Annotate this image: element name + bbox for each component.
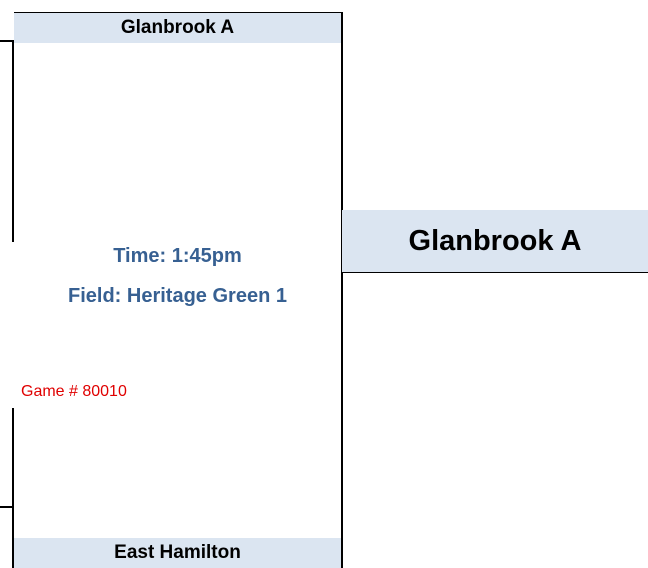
bottom-team-box — [14, 538, 341, 568]
bracket-left-upper-stub — [0, 40, 14, 42]
game-field: Field: Heritage Green 1 — [68, 285, 287, 307]
bottom-team-name: East Hamilton — [114, 542, 241, 563]
winner-team-name: Glanbrook A — [408, 224, 582, 257]
bracket-right-vertical-line — [341, 12, 343, 568]
game-number: Game # 80010 — [21, 383, 127, 400]
bracket-left-lower-stub — [0, 506, 14, 508]
game-time: Time: 1:45pm — [113, 245, 242, 267]
winner-team-box — [342, 210, 648, 272]
top-team-name: Glanbrook A — [120, 17, 235, 38]
top-team-box — [14, 13, 341, 43]
bracket-left-upper-line — [12, 40, 14, 242]
